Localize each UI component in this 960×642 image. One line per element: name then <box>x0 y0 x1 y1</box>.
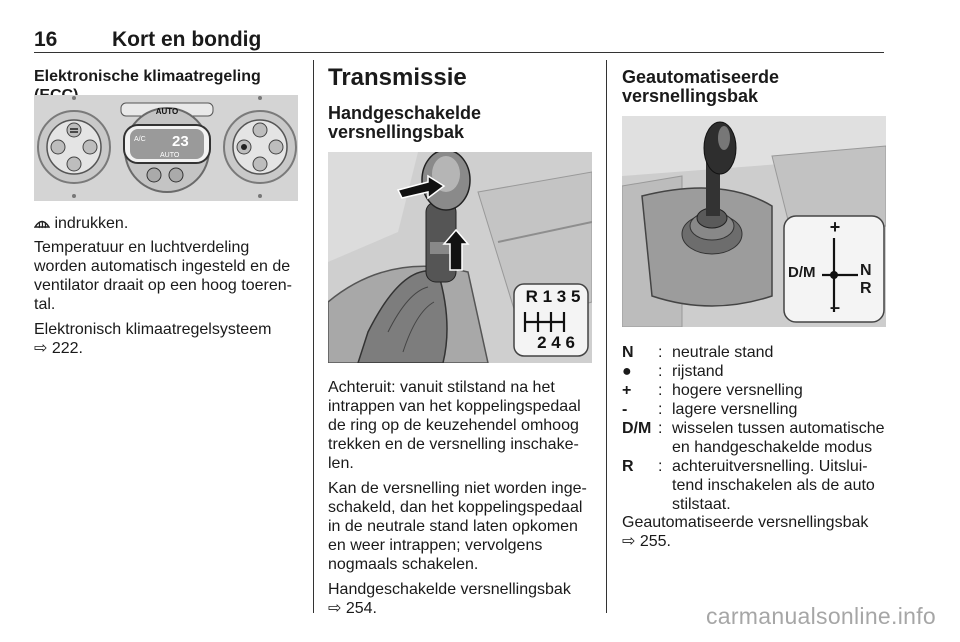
watermark: carmanualsonline.info <box>705 603 936 629</box>
gate-dm-label: D/M <box>788 264 816 281</box>
manual-gearbox-body <box>328 378 596 624</box>
gate-r-label: R <box>860 280 872 297</box>
ref-arrow-icon: ⇨ <box>328 600 342 617</box>
automated-page-ref[interactable]: 255. <box>639 533 671 550</box>
definition-row: ● : rijstand <box>622 363 724 380</box>
gate-plus: + <box>829 217 841 237</box>
manual-ref-label: Handgeschakelde versnellingsbak <box>328 581 571 598</box>
ecc-ref-label: Elektronisch klimaatregelsysteem <box>34 321 272 338</box>
automated-gear-lever-figure <box>622 116 886 327</box>
ecc-page-ref[interactable]: 222. <box>51 340 83 357</box>
gear-engage-paragraph: Kan de versnelling niet worden inge-schakeld, dan het koppelingspedaal in de neutrale stand laten opkomen en weer intrappen; vervolgens nogmaals schakelen. <box>328 480 587 573</box>
display-auto-label: AUTO <box>160 152 180 159</box>
display-temperature: 23 <box>172 133 189 150</box>
auto-top-label: AUTO <box>155 107 179 116</box>
header-rule <box>34 52 884 53</box>
manual-page-ref[interactable]: 254. <box>345 600 377 617</box>
ecc-paragraph-2 <box>34 320 306 358</box>
automated-ref-label: Geautomatiseerde versnellingsbak <box>622 514 869 531</box>
ecc-body <box>34 238 306 364</box>
gear-definitions-list <box>622 343 886 514</box>
definition-row: + : hogere versnelling <box>622 382 803 399</box>
definition-row: R : achteruitversnelling. Uitslui-tend inschakelen als de auto stilstaat. <box>622 458 875 513</box>
gate-n-label: N <box>860 262 872 279</box>
ref-arrow-icon: ⇨ <box>34 340 48 357</box>
heading-line-1: Geautomatiseerde <box>622 67 780 87</box>
gear-pattern-top: R 1 3 5 <box>525 287 581 306</box>
ecc-heading: Elektronische klimaatregeling <box>34 68 261 85</box>
definition-row: N : neutrale stand <box>622 344 774 361</box>
ref-arrow-icon: ⇨ <box>622 533 636 550</box>
climate-control-figure <box>34 95 298 201</box>
page-title: Kort en bondig <box>112 28 262 51</box>
heading-line-2: versnellingsbak <box>622 86 759 106</box>
gear-pattern-bottom: 2 4 6 <box>537 333 575 352</box>
manual-gearbox-subheading <box>328 104 481 142</box>
manual-ref-paragraph <box>328 580 596 618</box>
defrost-icon <box>34 216 50 230</box>
column-divider-1 <box>313 60 314 613</box>
press-text: indrukken. <box>54 215 129 232</box>
subheading-line-1: Handgeschakelde <box>328 103 482 123</box>
gate-minus: – <box>829 297 840 317</box>
column-divider-2 <box>606 60 607 613</box>
ecc-paragraph-1: Temperatuur en luchtverdeling worden automatisch ingesteld en de ventilator draait op een hoog toeren-tal. <box>34 239 292 313</box>
automated-gearbox-heading <box>622 68 779 106</box>
press-instruction <box>34 214 306 233</box>
reverse-paragraph: Achteruit: vanuit stilstand na het intrappen van het koppelingspedaal de ring op de keuzehendel omhoog trekken en de versnelling inschake-len. <box>328 379 581 472</box>
definition-row: D/M : wisselen tussen automatische en handgeschakelde modus <box>622 420 885 456</box>
transmission-heading: Transmissie <box>328 64 467 91</box>
automated-ref-paragraph <box>622 513 886 551</box>
subheading-line-2: versnellingsbak <box>328 122 465 142</box>
definition-row: - : lagere versnelling <box>622 401 798 418</box>
page-number: 16 <box>34 28 58 51</box>
display-ac-label: A/C <box>134 136 146 143</box>
manual-gear-lever-figure <box>328 152 592 363</box>
